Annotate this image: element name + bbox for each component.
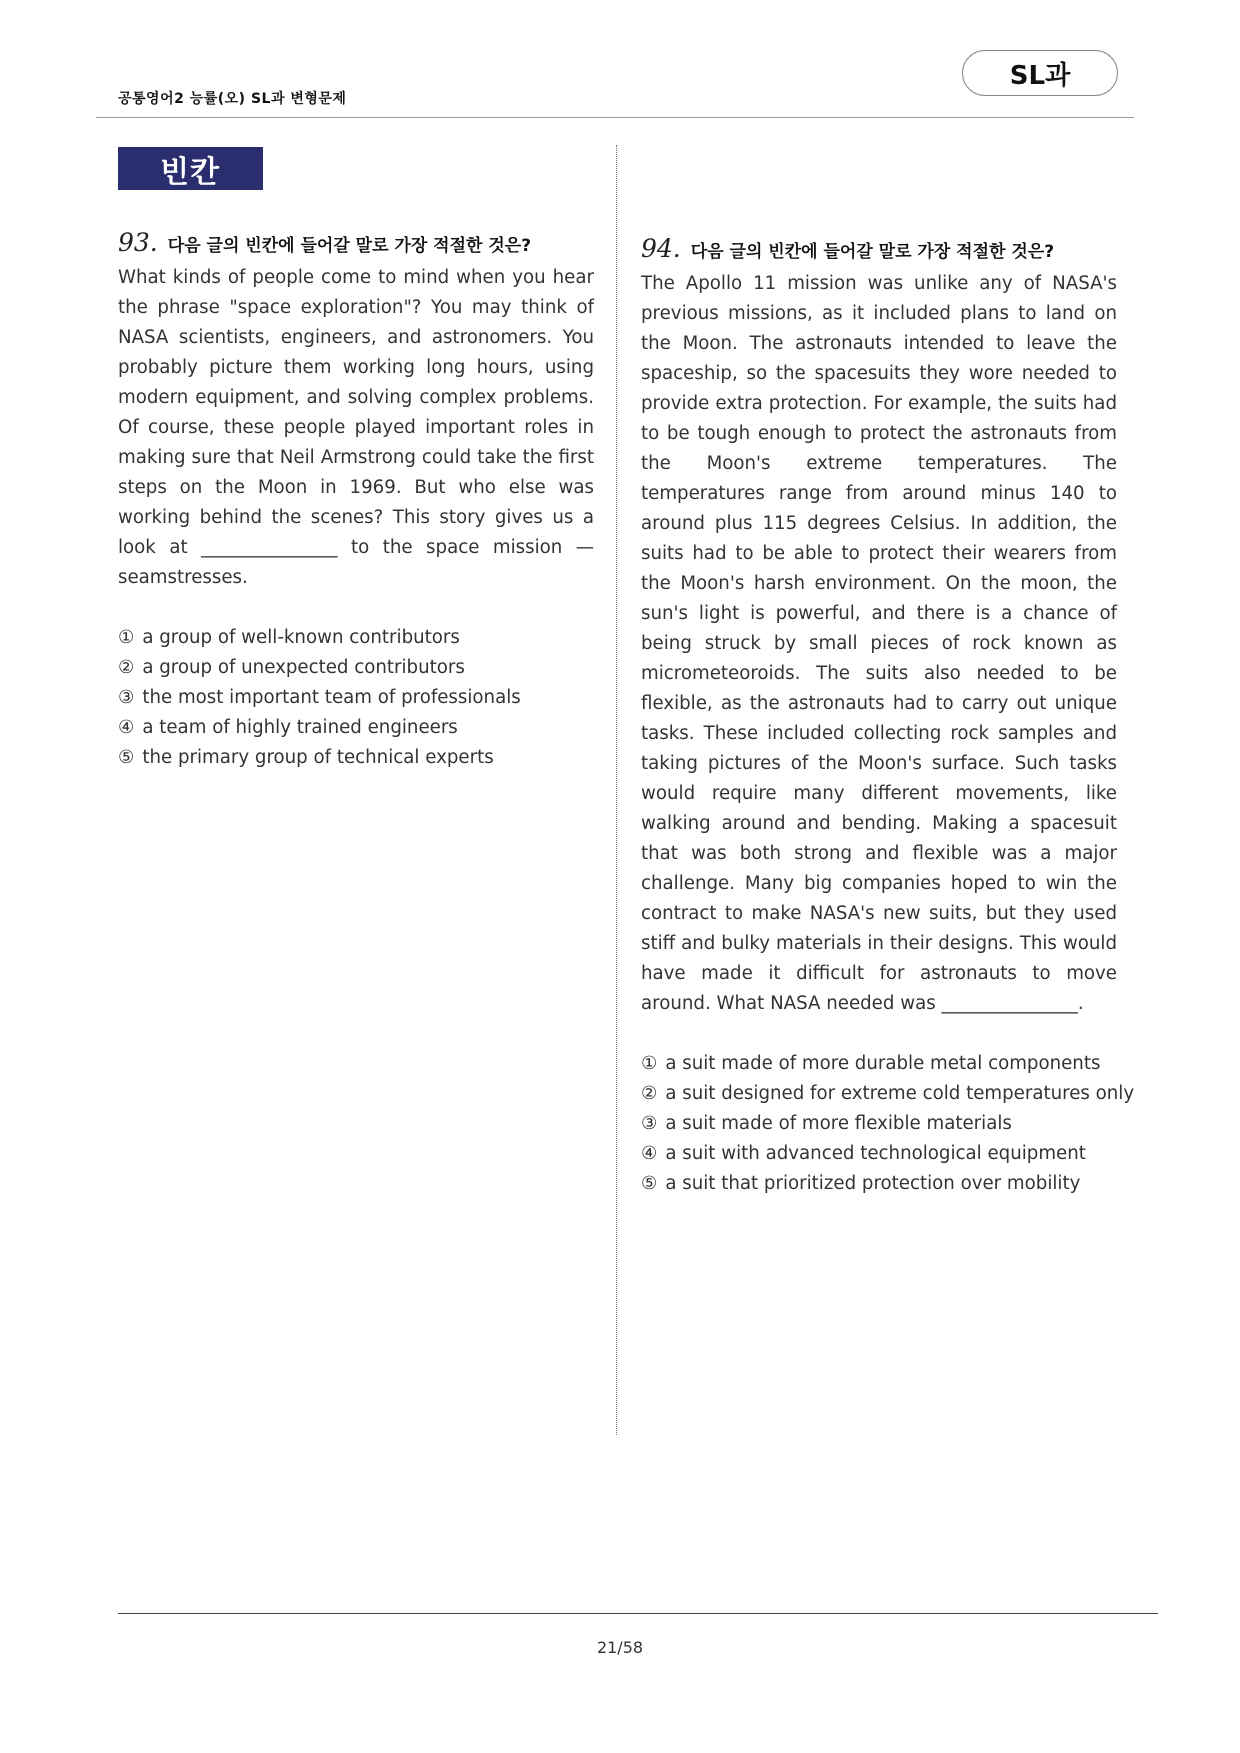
question-94 xyxy=(641,234,1135,1199)
answer-option xyxy=(641,1169,1117,1199)
answer-option xyxy=(641,1049,1117,1079)
option-number: ① xyxy=(641,1053,658,1074)
option-number: ⑤ xyxy=(641,1173,658,1194)
question-header xyxy=(641,234,1117,263)
option-text: a suit made of more flexible materials xyxy=(665,1113,1012,1134)
option-text: a group of unexpected contributors xyxy=(142,657,465,678)
answer-option xyxy=(118,683,594,713)
header-divider xyxy=(96,117,1134,118)
answer-option xyxy=(118,743,594,773)
answer-option xyxy=(641,1139,1117,1169)
column-divider xyxy=(616,145,617,1435)
option-text: the most important team of professionals xyxy=(142,687,521,708)
answer-options xyxy=(641,1049,1135,1199)
option-text: a group of well-known contributors xyxy=(142,627,460,648)
option-number: ③ xyxy=(118,687,135,708)
question-passage: The Apollo 11 mission was unlike any of NASA's previous missions, as it included plans to land on the Moon. The astronauts intended to leave the spaceship, so the spacesuits they wore needed to provide extra protection. For example, the suits had to be tough enough to protect the astronauts from the Moon's extreme temperatures. The temperatures range from around minus 140 to around plus 115 degrees Celsius. In addition, the suits had to be able to protect their wearers from the Moon's harsh environment. On the moon, the sun's light is powerful, and there is a chance of being struck by small pieces of rock known as micrometeoroids. The suits also needed to be flexible, as the astronauts had to carry out unique tasks. These included collecting rock samples and taking pictures of the Moon's surface. Such tasks would require many different movements, like walking around and bending. Making a spacesuit that was both strong and flexible was a major challenge. Many big companies hoped to win the contract to make NASA's new suits, but they used stiff and bulky materials in their designs. This would have made it difficult for astronauts to move around. What NASA needed was _______________. xyxy=(641,273,1117,1014)
answer-option xyxy=(118,713,594,743)
option-text: a suit that prioritized protection over mobility xyxy=(665,1173,1081,1194)
option-number: ⑤ xyxy=(118,747,135,768)
footer-divider xyxy=(118,1613,1158,1614)
option-number: ④ xyxy=(641,1143,658,1164)
option-number: ② xyxy=(118,657,135,678)
header-title: 공통영어2 능률(오) SL과 변형문제 xyxy=(118,91,347,107)
answer-option xyxy=(641,1109,1117,1139)
answer-option xyxy=(118,623,594,653)
question-header xyxy=(118,228,594,257)
option-number: ① xyxy=(118,627,135,648)
question-prompt: 다음 글의 빈칸에 들어갈 말로 가장 적절한 것은? xyxy=(690,242,1055,262)
lesson-badge: SL과 xyxy=(962,50,1118,96)
option-number: ③ xyxy=(641,1113,658,1134)
option-text: a team of highly trained engineers xyxy=(142,717,458,738)
answer-option xyxy=(641,1079,1135,1109)
question-prompt: 다음 글의 빈칸에 들어갈 말로 가장 적절한 것은? xyxy=(167,236,532,256)
question-passage: What kinds of people come to mind when you hear the phrase "space exploration"? You may think of NASA scientists, engineers, and astronomers. You probably picture them working long hours, using modern equipment, and solving complex problems. Of course, these people played important roles in making sure that Neil Armstrong could take the first steps on the Moon in 1969. But who else was working behind the scenes? This story gives us a look at _______________ to the space mission — seamstresses. xyxy=(118,267,594,588)
question-number: 94. xyxy=(641,234,681,263)
option-text: a suit designed for extreme cold temperatures only xyxy=(665,1083,1135,1104)
option-number: ④ xyxy=(118,717,135,738)
option-number: ② xyxy=(641,1083,658,1104)
option-text: the primary group of technical experts xyxy=(142,747,494,768)
answer-option xyxy=(118,653,594,683)
option-text: a suit made of more durable metal components xyxy=(665,1053,1101,1074)
question-93 xyxy=(118,228,594,773)
question-number: 93. xyxy=(118,228,158,257)
section-label: 빈칸 xyxy=(118,147,263,190)
option-text: a suit with advanced technological equipment xyxy=(665,1143,1086,1164)
page-number: 21/58 xyxy=(596,1638,644,1657)
answer-options xyxy=(118,623,594,773)
